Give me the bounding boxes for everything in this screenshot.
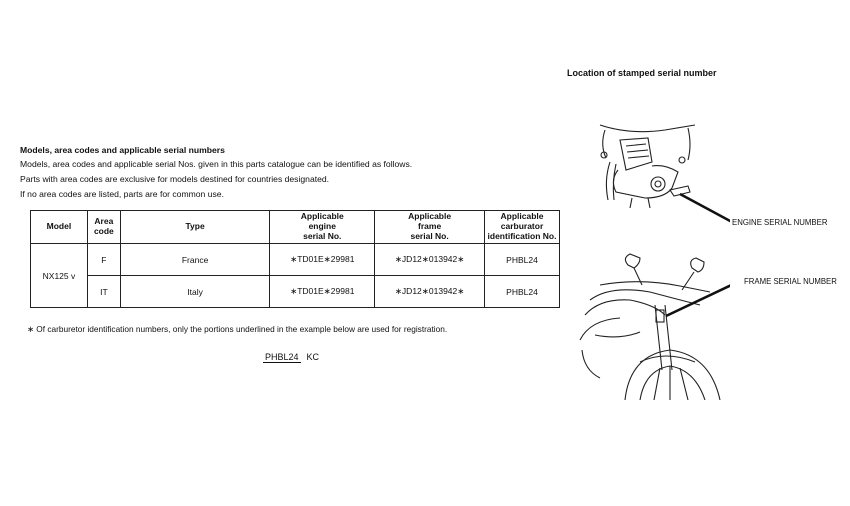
frame-serial-cell: ∗JD12∗013942∗	[375, 244, 485, 276]
example-suffix: KC	[306, 352, 320, 362]
frame-illustration	[580, 254, 720, 400]
intro-line-1: Models, area codes and applicable serial Nos. given in this parts catalogue can be identified as follows.	[20, 159, 413, 169]
carburetor-id-cell: PHBL24	[485, 244, 560, 276]
table-row	[31, 276, 560, 308]
example-underlined: PHBL24	[265, 352, 299, 362]
header-area-code: Area code	[87, 211, 120, 244]
area-code-cell: IT	[87, 276, 120, 308]
header-type: Type	[120, 211, 270, 244]
engine-serial-label: ENGINE SERIAL NUMBER	[732, 218, 828, 227]
table-row	[31, 244, 560, 276]
carburetor-id-cell: PHBL24	[485, 276, 560, 308]
type-cell: Italy	[120, 276, 270, 308]
section-heading: Models, area codes and applicable serial numbers	[20, 145, 225, 155]
model-cell: NX125 v	[31, 244, 88, 308]
carburetor-note: ∗ Of carburetor identification numbers, only the portions underlined in the example below are used for registration.	[27, 324, 448, 334]
diagram-title: Location of stamped serial number	[567, 68, 717, 78]
type-cell: France	[120, 244, 270, 276]
header-model: Model	[31, 211, 88, 244]
intro-line-2: Parts with area codes are exclusive for models destined for countries designated.	[20, 174, 330, 184]
frame-serial-label: FRAME SERIAL NUMBER	[744, 277, 837, 286]
engine-serial-cell: ∗TD01E∗29981	[270, 276, 375, 308]
motorcycle-diagram	[570, 100, 730, 400]
serial-number-table	[30, 210, 560, 308]
intro-line-3: If no area codes are listed, parts are for common use.	[20, 189, 224, 199]
engine-serial-cell: ∗TD01E∗29981	[270, 244, 375, 276]
area-code-cell: F	[87, 244, 120, 276]
header-carburetor-id: Applicable carburator identification No.	[485, 211, 560, 244]
header-frame-serial: Applicable frame serial No.	[375, 211, 485, 244]
frame-serial-cell: ∗JD12∗013942∗	[375, 276, 485, 308]
carburetor-example	[263, 352, 319, 362]
engine-leader-line	[680, 194, 730, 222]
header-engine-serial: Applicable engine serial No.	[270, 211, 375, 244]
table-header-row	[31, 211, 560, 244]
